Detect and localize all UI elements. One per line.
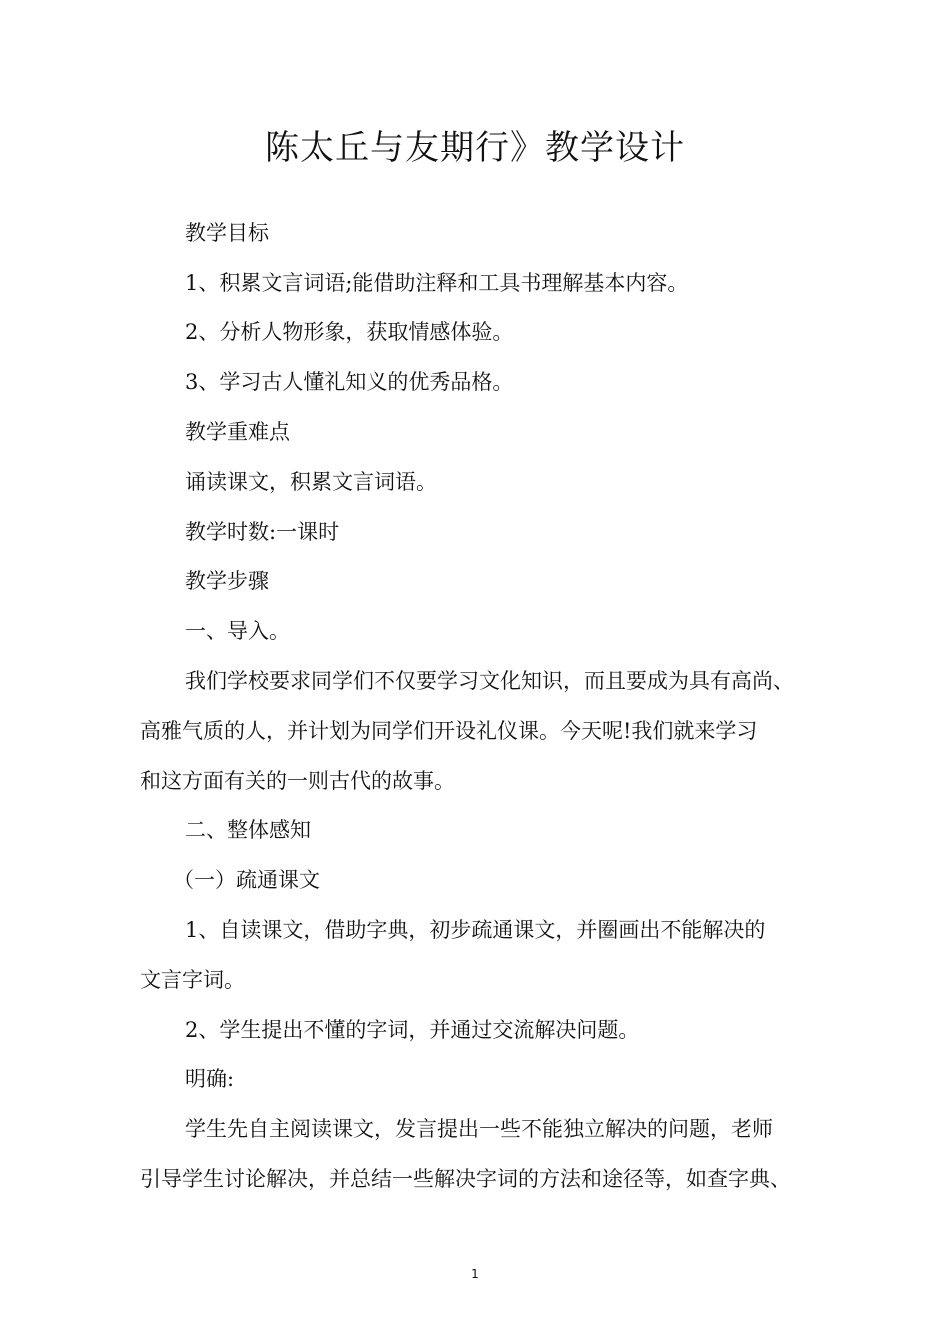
clarify-label: 明确: <box>185 1067 235 1091</box>
goal-item-1: 1、积累文言词语;能借助注释和工具书理解基本内容。 <box>185 271 689 295</box>
section-overall: 二、整体感知 <box>185 818 311 842</box>
heading-teaching-steps: 教学步骤 <box>185 569 269 593</box>
paragraph-line: 学生先自主阅读课文，发言提出一些不能独立解决的问题，老师 <box>185 1117 773 1141</box>
paragraph-line: 2、学生提出不懂的字词，并通过交流解决问题。 <box>185 1018 640 1042</box>
goal-item-2: 2、分析人物形象，获取情感体验。 <box>185 320 514 344</box>
goal-item-3: 3、学习古人懂礼知义的优秀品格。 <box>185 370 514 394</box>
teaching-hours: 教学时数:一课时 <box>185 520 340 544</box>
paragraph-line: 文言字词。 <box>140 968 245 992</box>
document-title: 陈太丘与友期行》教学设计 <box>265 128 685 168</box>
subsection-heading: （一）疏通课文 <box>173 868 320 892</box>
heading-teaching-goals: 教学目标 <box>185 221 269 245</box>
paragraph-line: 我们学校要求同学们不仅要学习文化知识，而且要成为具有高尚、 <box>185 669 794 693</box>
page-number: 1 <box>471 1267 479 1281</box>
key-points-text: 诵读课文，积累文言词语。 <box>185 470 437 494</box>
paragraph-line: 高雅气质的人，并计划为同学们开设礼仪课。今天呢!我们就来学习 <box>140 719 758 743</box>
paragraph-line: 引导学生讨论解决，并总结一些解决字词的方法和途径等，如查字典、 <box>140 1167 791 1191</box>
paragraph-line: 和这方面有关的一则古代的故事。 <box>140 769 455 793</box>
heading-key-points: 教学重难点 <box>185 420 290 444</box>
paragraph-line: 1、自读课文，借助字典，初步疏通课文，并圈画出不能解决的 <box>185 918 766 942</box>
section-intro: 一、导入。 <box>185 619 290 643</box>
